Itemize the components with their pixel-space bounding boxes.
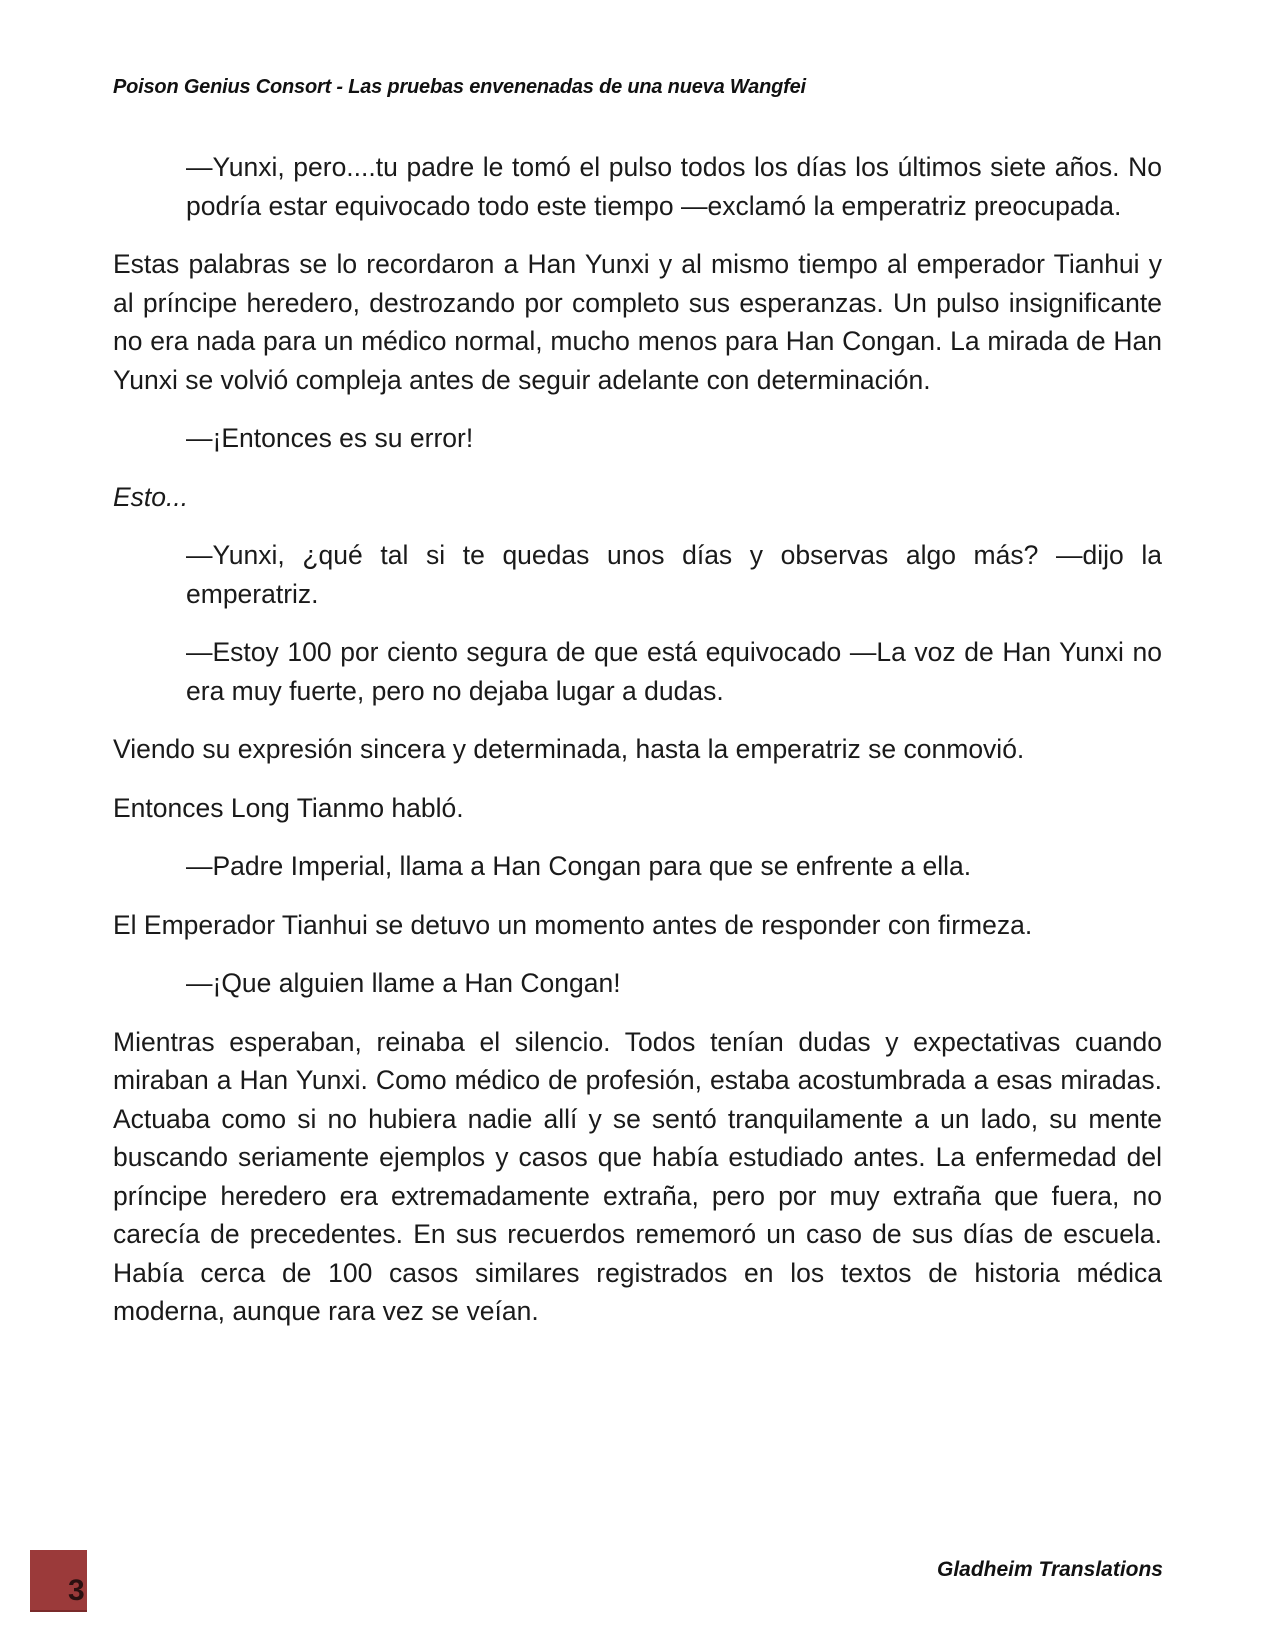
paragraph-italic: Esto...	[113, 481, 189, 512]
paragraph-dialog: —Estoy 100 por ciento segura de que está equivocado —La voz de Han Yunxi no era muy fuerte, pero no dejaba lugar a dudas.	[186, 637, 1162, 706]
paragraph-dialog: —¡Entonces es su error!	[186, 423, 474, 453]
document-header-title: Poison Genius Consort - Las pruebas envenenadas de una nueva Wangfei	[113, 76, 806, 98]
paragraph-narration: Estas palabras se lo recordaron a Han Yunxi y al mismo tiempo al emperador Tianhui y al príncipe heredero, destrozando por completo sus esperanzas. Un pulso insignificante no era nada para un médico normal, mucho menos para Han Congan. La mirada de Han Yunxi se volvió compleja antes de seguir adelante con determinación.	[113, 249, 1162, 395]
paragraph-narration: Mientras esperaban, reinaba el silencio. Todos tenían dudas y expectativas cuando miraban a Han Yunxi. Como médico de profesión, estaba acostumbrada a esas miradas. Actuaba como si no hubiera nadie allí y se sentó tranquilamente a un lado, su mente buscando seriamente ejemplos y casos que había estudiado antes. La enfermedad del príncipe heredero era extremadamente extraña, pero por muy extraña que fuera, no carecía de precedentes. En sus recuerdos rememoró un caso de sus días de escuela. Había cerca de 100 casos similares registrados en los textos de historia médica moderna, aunque rara vez se veían.	[113, 1026, 1162, 1326]
document-body	[113, 148, 1162, 1351]
page-number-underline	[30, 1610, 87, 1612]
footer-credit: Gladheim Translations	[936, 1558, 1163, 1581]
paragraph-dialog: —Yunxi, pero....tu padre le tomó el pulso todos los días los últimos siete años. No podría estar equivocado todo este tiempo —exclamó la emperatriz preocupada.	[186, 152, 1162, 221]
page-number: 3	[68, 1574, 85, 1607]
paragraph-narration: Viendo su expresión sincera y determinada, hasta la emperatriz se conmovió.	[113, 734, 1025, 764]
paragraph-narration: Entonces Long Tianmo habló.	[113, 792, 464, 823]
paragraph-dialog: —Padre Imperial, llama a Han Congan para que se enfrente a ella.	[186, 851, 972, 881]
paragraph-dialog: —¡Que alguien llame a Han Congan!	[186, 968, 621, 998]
paragraph-narration: El Emperador Tianhui se detuvo un momento antes de responder con firmeza.	[113, 909, 1033, 940]
paragraph-dialog: —Yunxi, ¿qué tal si te quedas unos días y observas algo más? —dijo la emperatriz.	[186, 540, 1162, 609]
